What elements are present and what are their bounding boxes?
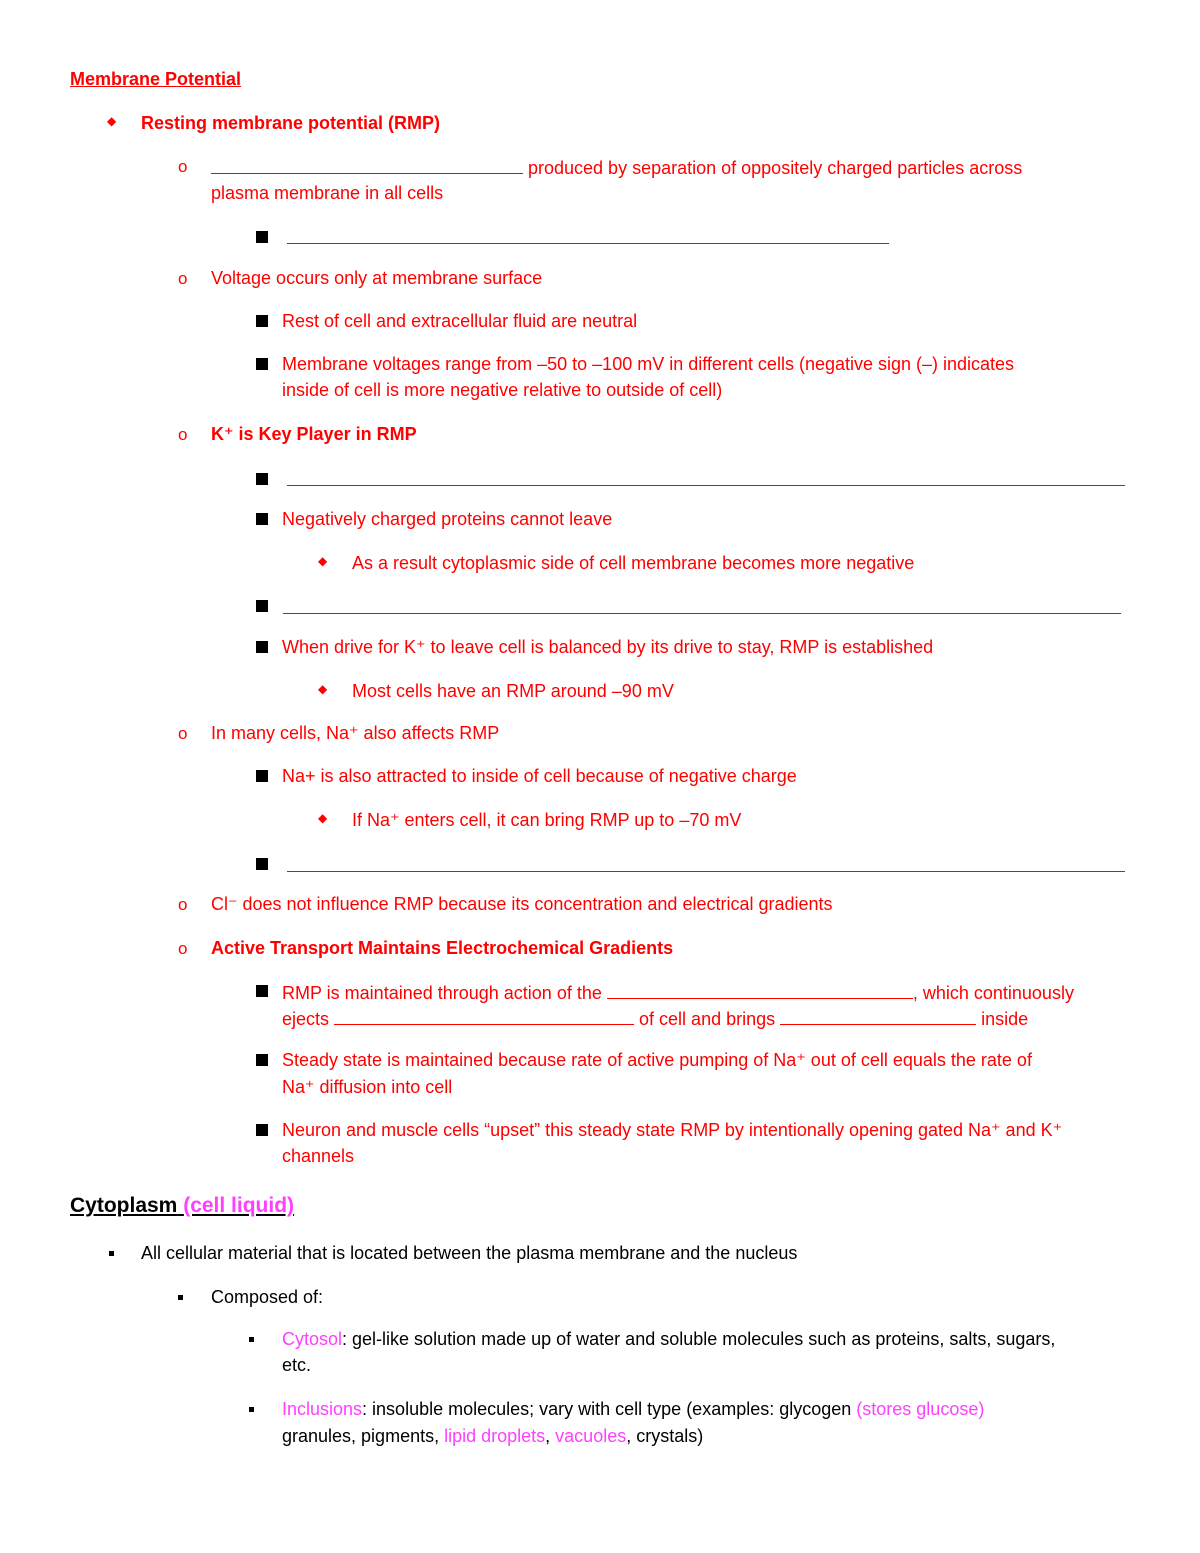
list-item-text: Cl⁻ does not influence RMP because its concentration and electrical gradients	[211, 894, 833, 914]
list-item-text: Neuron and muscle cells “upset” this steady state RMP by intentionally opening gated Na⁺ and K⁺	[282, 1120, 1063, 1140]
circle-bullet-icon: o	[178, 724, 188, 743]
list-item-text: Negatively charged proteins cannot leave	[282, 509, 613, 529]
diamond-bullet-icon: ◆	[318, 554, 328, 568]
list-item-text: Most cells have an RMP around –90 mV	[352, 681, 674, 701]
list-item-text: of cell and brings	[634, 1009, 781, 1029]
square-bullet-icon	[256, 473, 268, 485]
list-item-text: produced by separation of oppositely charged particles across	[523, 158, 1023, 178]
list-item-text: When drive for K⁺ to leave cell is balanced by its drive to stay, RMP is established	[282, 637, 934, 657]
list-item-text: ejects	[282, 1009, 335, 1029]
list-item-text: In many cells, Na⁺ also affects RMP	[211, 723, 500, 743]
square-bullet-icon	[249, 1407, 254, 1412]
list-item-text: : insoluble molecules; vary with cell type (examples: glycogen	[362, 1399, 857, 1419]
square-bullet-icon	[256, 858, 268, 870]
fill-in-blank[interactable]	[283, 613, 1121, 614]
circle-bullet-icon: o	[178, 895, 188, 914]
lipid-droplets-term: lipid droplets	[444, 1426, 546, 1446]
list-item-text: , crystals)	[626, 1426, 704, 1446]
vacuoles-term: vacuoles	[555, 1426, 627, 1446]
circle-bullet-icon: o	[178, 939, 188, 958]
square-bullet-icon	[256, 600, 268, 612]
list-item-text: Steady state is maintained because rate of active pumping of Na⁺ out of cell equals the rate of	[282, 1050, 1032, 1070]
square-bullet-icon	[109, 1251, 114, 1256]
fill-in-blank[interactable]	[334, 1004, 634, 1025]
fill-in-blank[interactable]	[211, 153, 523, 174]
square-bullet-icon	[256, 513, 268, 525]
list-item-text: Rest of cell and extracellular fluid are neutral	[282, 311, 638, 331]
list-item-text: Composed of:	[211, 1287, 324, 1307]
stores-glucose-note: (stores glucose)	[856, 1399, 985, 1419]
square-bullet-icon	[256, 641, 268, 653]
square-bullet-icon	[256, 770, 268, 782]
list-item-text: All cellular material that is located between the plasma membrane and the nucleus	[141, 1243, 798, 1263]
list-item-text: Membrane voltages range from –50 to –100 mV in different cells (negative sign (–) indicates	[282, 354, 1015, 374]
fill-in-blank[interactable]	[287, 485, 1125, 486]
active-transport-heading: Active Transport Maintains Electrochemical Gradients	[211, 938, 674, 958]
list-item-text: RMP is maintained through action of the	[282, 983, 607, 1003]
fill-in-blank[interactable]	[287, 871, 1125, 872]
list-item-text: etc.	[282, 1355, 312, 1375]
list-item-text: As a result cytoplasmic side of cell membrane becomes more negative	[352, 553, 915, 573]
list-item-text: Na+ is also attracted to inside of cell because of negative charge	[282, 766, 797, 786]
diamond-bullet-icon: ◆	[318, 811, 328, 825]
cytosol-term: Cytosol	[282, 1329, 343, 1349]
circle-bullet-icon: o	[178, 157, 188, 176]
cytoplasm-title: Cytoplasm	[70, 1194, 178, 1217]
document-page: Membrane Potential ◆ Resting membrane potential (RMP) o produced by separation of oppositely charged particles across plasma membrane in all cells o Voltage occurs only at membrane surface Rest of cell and extracellular fluid are neutral Membrane voltages range from –50 to –100 mV in different cells (negative sign (–) indicates inside of cell is more negative relative to outside of cell) o K⁺ is Key Player in RMP Negatively charged proteins cannot leave ◆ As a result cytoplasmic side of cell membrane becomes more negative When drive for K⁺ to leave cell is balanced by its drive to stay, RMP is established ◆ Most cells have an RMP around –90 mV o In many cells, Na⁺ also affects RMP Na+ is also attracted to inside of cell because of negative charge ◆ If Na⁺ enters cell, it can bring RMP up to –70 mV o Cl⁻ does not influence RMP because its concentration and electrical gradients o Active Transport Maintains Electrochemical Gradients RMP is maintained through action of the , which continuously ejects of cell and brings inside Steady state is maintained because rate of active pumping of Na⁺ out of cell equals the rate of Na⁺ diffusion into cell Neuron and muscle cells “upset” this steady state RMP by intentionally opening gated Na⁺ and K⁺ channels Cytoplasm (cell liquid) All cellular material that is located between the plasma membrane and the nucleus Composed of: Cytosol: gel-like solution made up of water and soluble molecules such as proteins, salts, sugars, etc. Inclusions: insoluble molecules; vary with cell type (examples: glycogen (stores glucose) granules, pigments, lipid droplets, vacuoles, crystals)	[0, 0, 1200, 1553]
square-bullet-icon	[249, 1337, 254, 1342]
cytoplasm-title-note: (cell liquid)	[183, 1194, 295, 1217]
square-bullet-icon	[256, 1124, 268, 1136]
fill-in-blank[interactable]	[607, 978, 913, 999]
list-item-text: : gel-like solution made up of water and soluble molecules such as proteins, salts, sugars,	[342, 1329, 1056, 1349]
list-item-text: inside	[976, 1009, 1029, 1029]
k-heading: K⁺ is Key Player in RMP	[211, 424, 417, 444]
circle-bullet-icon: o	[178, 425, 188, 444]
fill-in-blank[interactable]	[287, 243, 889, 244]
square-bullet-icon	[178, 1295, 183, 1300]
diamond-bullet-icon: ◆	[318, 682, 328, 696]
square-bullet-icon	[256, 1054, 268, 1066]
rmp-heading: Resting membrane potential (RMP)	[141, 113, 441, 133]
list-item-text: Na⁺ diffusion into cell	[282, 1077, 453, 1097]
list-item-text: channels	[282, 1146, 355, 1166]
list-item-text: granules, pigments,	[282, 1426, 445, 1446]
list-item-text: , which continuously	[912, 983, 1074, 1003]
membrane-section-title: Membrane Potential	[70, 69, 242, 89]
list-item-text: Voltage occurs only at membrane surface	[211, 268, 543, 288]
list-item-text: If Na⁺ enters cell, it can bring RMP up to –70 mV	[352, 810, 742, 830]
list-item-text: inside of cell is more negative relative to outside of cell)	[282, 380, 723, 400]
square-bullet-icon	[256, 358, 268, 370]
square-bullet-icon	[256, 315, 268, 327]
inclusions-term: Inclusions	[282, 1399, 363, 1419]
square-bullet-icon	[256, 231, 268, 243]
fill-in-blank[interactable]	[780, 1004, 976, 1025]
list-item-text: plasma membrane in all cells	[211, 183, 444, 203]
circle-bullet-icon: o	[178, 269, 188, 288]
diamond-bullet-icon: ◆	[107, 114, 117, 128]
square-bullet-icon	[256, 985, 268, 997]
